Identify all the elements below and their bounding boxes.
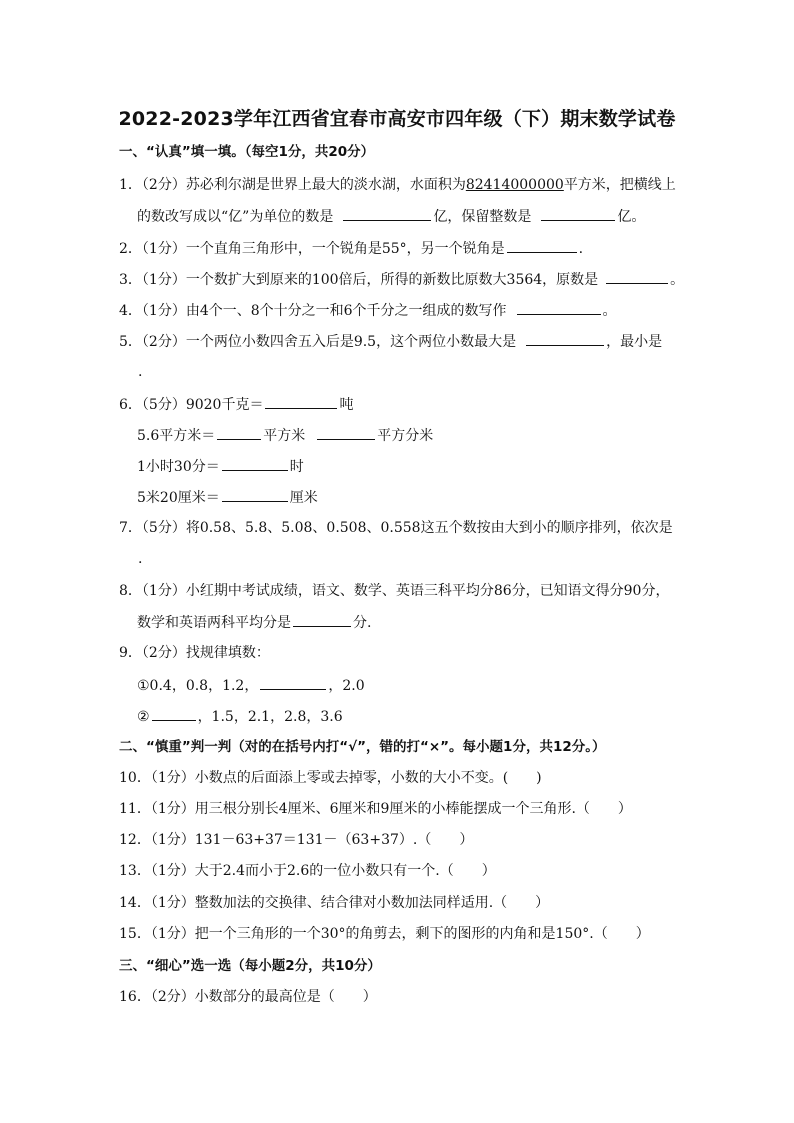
q3-blank[interactable] bbox=[606, 269, 668, 284]
q7-dot: . bbox=[138, 551, 143, 567]
question-1-line-2 bbox=[137, 206, 645, 227]
q3-text: 3．（1分）一个数扩大到原来的100倍后，所得的新数比原数大3564，原数是 bbox=[119, 272, 599, 288]
q1-text-3: 亿，保留整数是 bbox=[433, 209, 532, 225]
q2-end: . bbox=[578, 241, 584, 257]
question-6-line-2 bbox=[137, 425, 433, 446]
q6-text: 6．（5分）9020千克＝ bbox=[119, 397, 264, 413]
question-11: 11．（1分）用三根分别长4厘米、6厘米和9厘米的小棒能摆成一个三角形.（ ） bbox=[119, 801, 632, 817]
q6-unit: 吨 bbox=[339, 397, 354, 413]
q9b-text: ② bbox=[137, 709, 150, 725]
q2-blank[interactable] bbox=[507, 238, 577, 253]
q5-text-2: ，最小是 bbox=[606, 334, 663, 350]
q8-end: 分. bbox=[353, 615, 372, 631]
question-4 bbox=[119, 300, 617, 321]
section-3-heading: 三、“细心”选一选（每小题2分，共10分） bbox=[119, 958, 381, 974]
section-1-heading: 一、“认真”填一填。（每空1分，共20分） bbox=[119, 144, 375, 160]
question-1-line-1 bbox=[119, 175, 676, 195]
q2-text: 2．（1分）一个直角三角形中，一个锐角是55°，另一个锐角是 bbox=[119, 241, 505, 257]
question-5 bbox=[119, 331, 662, 352]
question-13: 13．（1分）大于2.4而小于2.6的一位小数只有一个.（ ） bbox=[119, 863, 496, 879]
q1-blank-1[interactable] bbox=[343, 206, 431, 221]
question-15: 15．（1分）把一个三角形的一个30°的角剪去，剩下的图形的内角和是150°.（ ） bbox=[119, 926, 650, 942]
q9-blank-1[interactable] bbox=[260, 675, 326, 690]
q8-text: 数学和英语两科平均分是 bbox=[137, 615, 291, 631]
q6b-text: 5.6平方米＝ bbox=[137, 428, 216, 444]
question-9-a bbox=[137, 675, 365, 696]
q6b-unit: 平方分米 bbox=[377, 428, 434, 444]
q1-blank-2[interactable] bbox=[541, 206, 615, 221]
q6c-unit: 时 bbox=[289, 459, 304, 475]
q5-dot: . bbox=[138, 364, 143, 380]
question-10: 10．（1分）小数点的后面添上零或去掉零，小数的大小不变。( ) bbox=[119, 770, 542, 786]
section-2-heading: 二、“慎重”判一判（对的在括号内打“√”，错的打“×”。每小题1分，共12分。） bbox=[119, 739, 606, 755]
q9b-end: ，1.5，2.1，2.8，3.6 bbox=[197, 709, 343, 725]
q6-blank-4[interactable] bbox=[222, 456, 288, 471]
q4-end: 。 bbox=[602, 303, 617, 319]
q6d-unit: 厘米 bbox=[289, 490, 318, 506]
q9a-end: ，2.0 bbox=[328, 678, 365, 694]
q1-text-2: 的数改写成以“亿”为单位的数是 bbox=[137, 209, 334, 225]
q6d-text: 5米20厘米＝ bbox=[137, 490, 220, 506]
q1-number: 82414000000 bbox=[465, 177, 564, 193]
q5-text: 5．（2分）一个两位小数四舍五入后是9.5，这个两位小数最大是 bbox=[119, 334, 517, 350]
q6-blank-1[interactable] bbox=[265, 394, 337, 409]
q9a-text: ①0.4，0.8，1.2， bbox=[137, 678, 259, 694]
question-7: 7．（5分）将0.58、5.8、5.08、0.508、0.558这五个数按由大到小的顺序排列，依次是 bbox=[119, 520, 673, 536]
question-8-line-2 bbox=[137, 612, 371, 633]
question-8-line-1: 8．（1分）小红期中考试成绩，语文、数学、英语三科平均分86分，已知语文得分90分， bbox=[119, 583, 670, 599]
q6-blank-2[interactable] bbox=[217, 425, 261, 440]
q1-text: 1．（2分）苏必利尔湖是世界上最大的淡水湖，水面积为 bbox=[119, 177, 466, 193]
q4-blank[interactable] bbox=[517, 300, 601, 315]
q5-blank[interactable] bbox=[526, 331, 604, 346]
question-14: 14．（1分）整数加法的交换律、结合律对小数加法同样适用.（ ） bbox=[119, 895, 550, 911]
q6c-text: 1小时30分＝ bbox=[137, 459, 220, 475]
exam-title: 2022-2023学年江西省宜春市高安市四年级（下）期末数学试卷 bbox=[118, 108, 676, 130]
question-2 bbox=[119, 238, 583, 259]
question-6-line-4 bbox=[137, 487, 318, 508]
q1-text-end: 平方米，把横线上 bbox=[563, 177, 676, 193]
question-6-line-3 bbox=[137, 456, 304, 477]
q6b-mid: 平方米 bbox=[263, 428, 306, 444]
question-6-line-1 bbox=[119, 394, 353, 415]
q4-text: 4．（1分）由4个一、8个十分之一和6个千分之一组成的数写作 bbox=[119, 303, 507, 319]
q8-blank[interactable] bbox=[293, 612, 351, 627]
q6-blank-3[interactable] bbox=[317, 425, 375, 440]
q9-blank-2[interactable] bbox=[152, 706, 196, 721]
question-9-b bbox=[137, 706, 343, 727]
q3-end: 。 bbox=[670, 272, 685, 288]
question-9: 9．（2分）找规律填数： bbox=[119, 645, 270, 661]
q6-blank-5[interactable] bbox=[222, 487, 288, 502]
question-16: 16．（2分）小数部分的最高位是（ ） bbox=[119, 989, 377, 1005]
question-12: 12．（1分）131－63+37＝131－（63+37）.（ ） bbox=[119, 832, 474, 848]
question-3 bbox=[119, 269, 684, 290]
q1-text-4: 亿。 bbox=[617, 209, 646, 225]
